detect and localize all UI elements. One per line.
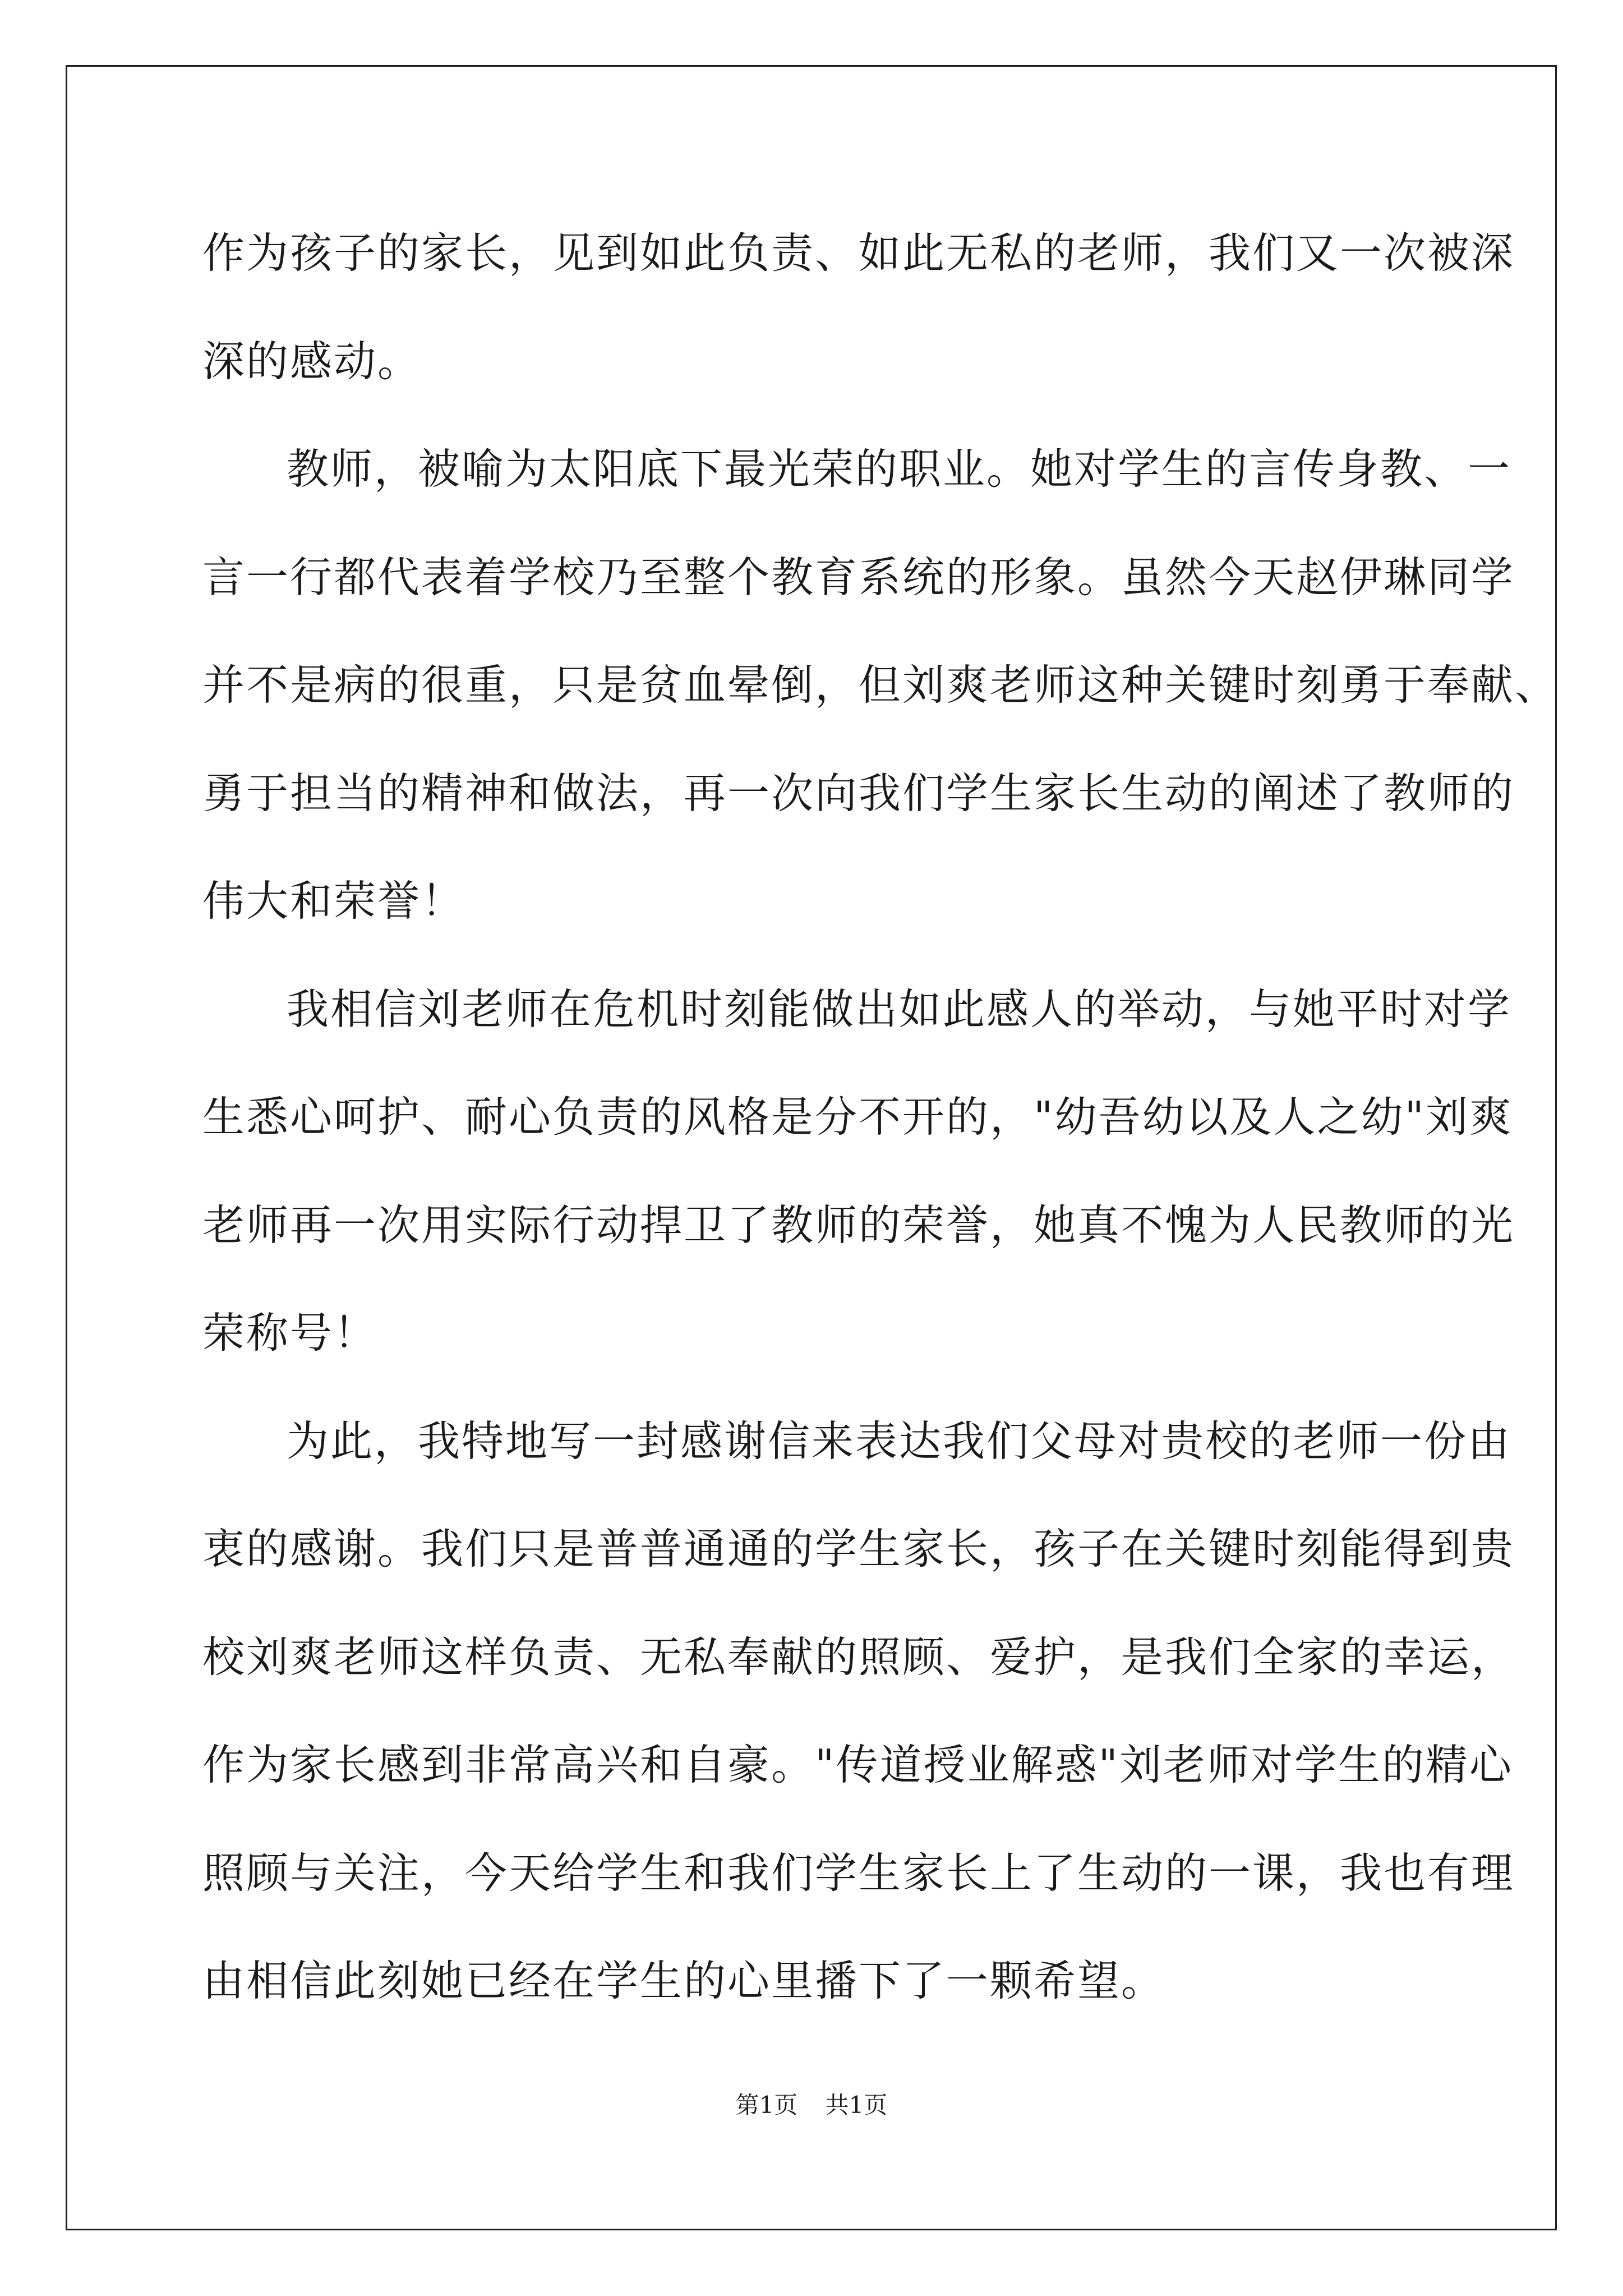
text-line: 由相信此刻她已经在学生的心里播下了一颗希望。 — [202, 1956, 1165, 2005]
text-line: 荣称号！ — [202, 1308, 378, 1358]
text-line: 教师，被喻为太阳底下最光荣的职业。她对学生的言传身教、一 — [287, 444, 1512, 494]
text-line: 老师再一次用实际行动捍卫了教师的荣誉，她真不愧为人民教师的光 — [202, 1200, 1515, 1250]
text-line: 照顾与关注，今天给学生和我们学生家长上了生动的一课，我也有理 — [202, 1848, 1515, 1898]
page-footer — [0, 2087, 1623, 2120]
text-line: 深的感动。 — [202, 336, 422, 386]
text-line: 勇于担当的精神和做法，再一次向我们学生家长生动的阐述了教师的 — [202, 768, 1515, 818]
text-line: 并不是病的很重，只是贫血晕倒，但刘爽老师这种关键时刻勇于奉献、 — [202, 660, 1559, 710]
text-line: 作为孩子的家长，见到如此负责、如此无私的老师，我们又一次被深 — [202, 228, 1515, 278]
text-line: 校刘爽老师这样负责、无私奉献的照顾、爱护，是我们全家的幸运， — [202, 1632, 1515, 1682]
text-line: 衷的感谢。我们只是普普通通的学生家长，孩子在关键时刻能得到贵 — [202, 1524, 1515, 1573]
page-total: 共1页 — [825, 2091, 888, 2119]
text-line: 言一行都代表着学校乃至整个教育系统的形象。虽然今天赵伊琳同学 — [202, 552, 1515, 602]
text-line: 为此，我特地写一封感谢信来表达我们父母对贵校的老师一份由 — [287, 1416, 1512, 1466]
page-number: 第1页 — [735, 2091, 798, 2119]
text-line: 生悉心呵护、耐心负责的风格是分不开的，"幼吾幼以及人之幼"刘爽 — [202, 1092, 1513, 1142]
text-line: 作为家长感到非常高兴和自豪。"传道授业解惑"刘老师对学生的精心 — [202, 1740, 1513, 1789]
text-line: 我相信刘老师在危机时刻能做出如此感人的举动，与她平时对学 — [287, 984, 1512, 1034]
text-line: 伟大和荣誉！ — [202, 876, 465, 926]
letter-body — [202, 199, 1559, 2035]
